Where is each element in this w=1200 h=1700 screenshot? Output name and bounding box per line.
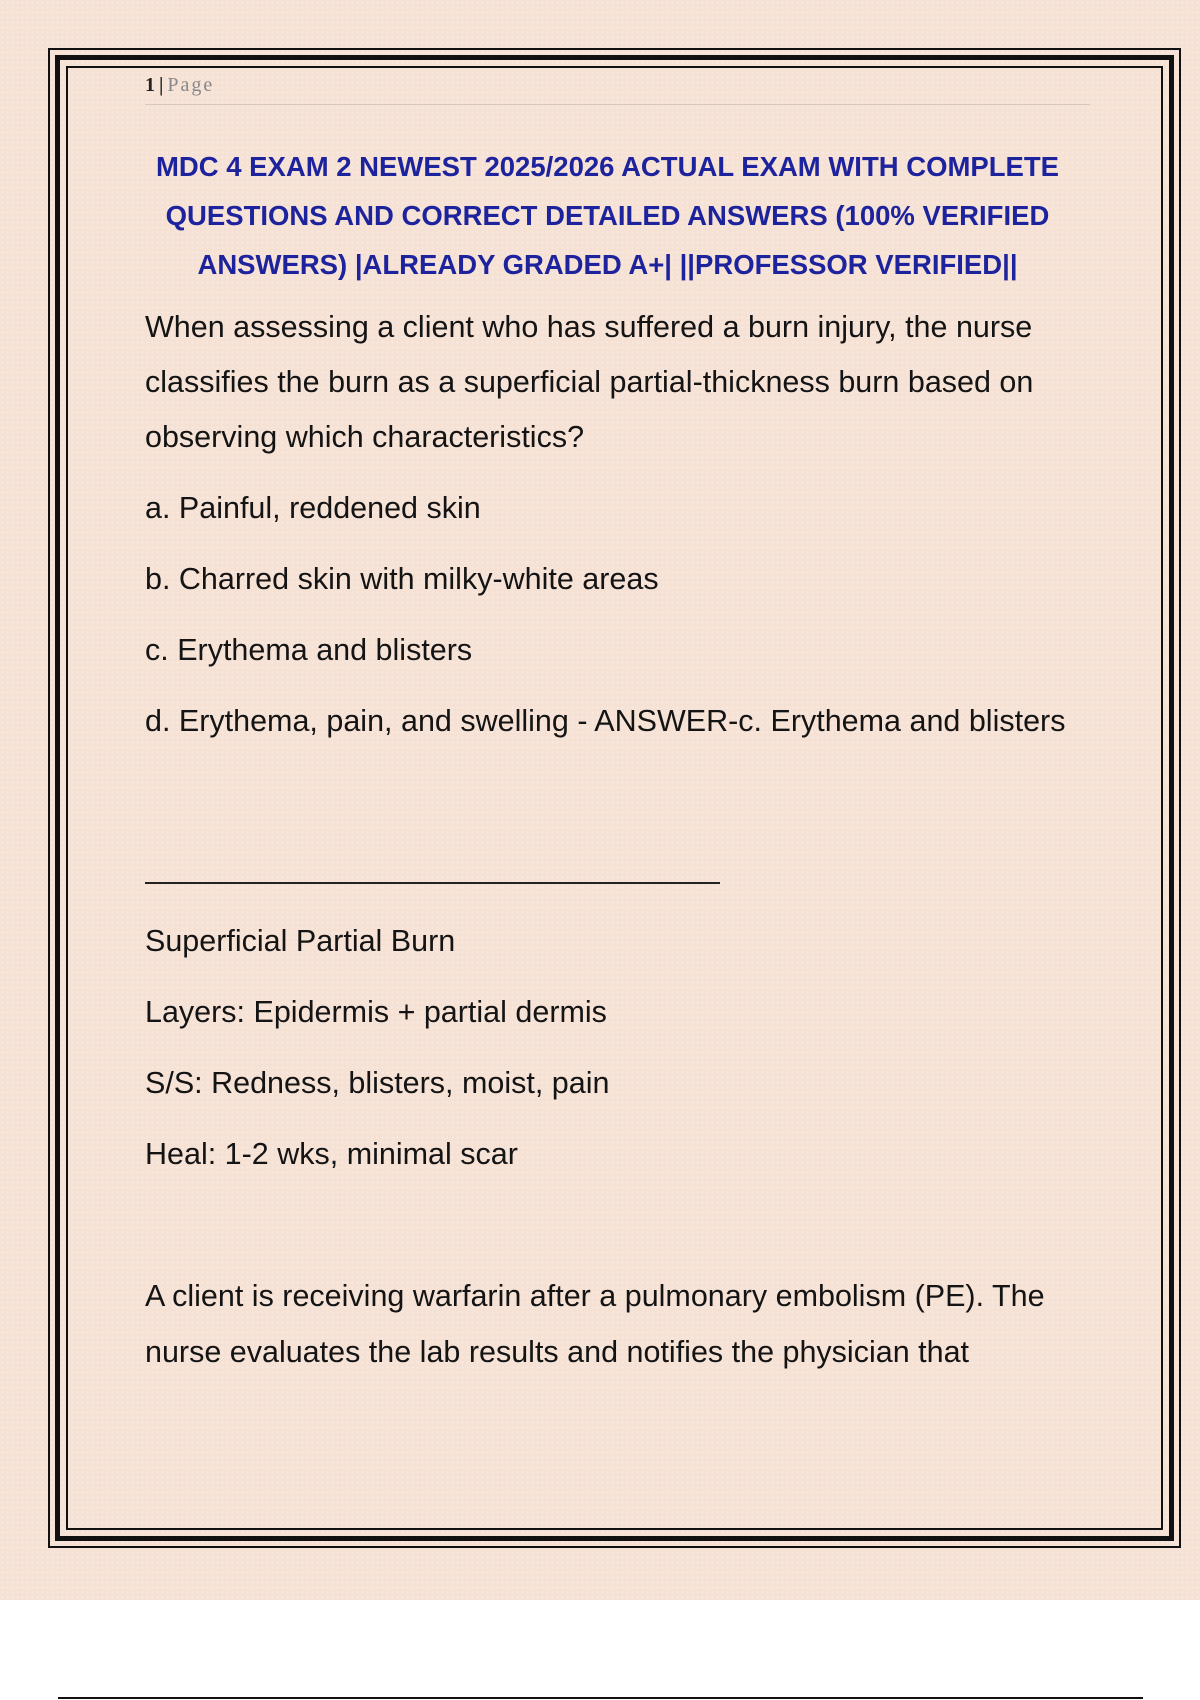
rationale-title: Superficial Partial Burn [145,924,456,958]
rationale-layers: Layers: Epidermis + partial dermis [145,995,607,1029]
question-1-option-c: c. Erythema and blisters [145,633,473,667]
page-number: 1 [145,74,155,96]
question-1-option-d-answer: d. Erythema, pain, and swelling - ANSWER-c. Erythema and blisters [145,704,1066,738]
question-1-option-b: b. Charred skin with milky-white areas [145,562,659,596]
question-2-text: A client is receiving warfarin after a pulmonary embolism (PE). The nurse evaluates the lab results and notifies the physician that [145,1279,1045,1369]
document-body [145,300,1095,1380]
question-1-text: When assessing a client who has suffered a burn injury, the nurse classifies the burn as a superficial partial-thickness burn based on observing which characteristics? [145,310,1034,454]
document-title: MDC 4 EXAM 2 NEWEST 2025/2026 ACTUAL EXAM WITH COMPLETE QUESTIONS AND CORRECT DETAILED ANSWERS (100% VERIFIED ANSWERS) |ALREADY GRADED A+| ||PROFESSOR VERIFIED|| [155,151,1060,280]
page-label: Page [167,74,215,96]
page-header [145,74,1090,105]
section-divider [145,882,720,884]
header-separator: | [159,74,164,96]
rationale-healing: Heal: 1-2 wks, minimal scar [145,1137,518,1171]
question-1-option-a: a. Painful, reddened skin [145,491,481,525]
next-page-edge [58,1697,1143,1699]
rationale-signs-symptoms: S/S: Redness, blisters, moist, pain [145,1066,610,1100]
